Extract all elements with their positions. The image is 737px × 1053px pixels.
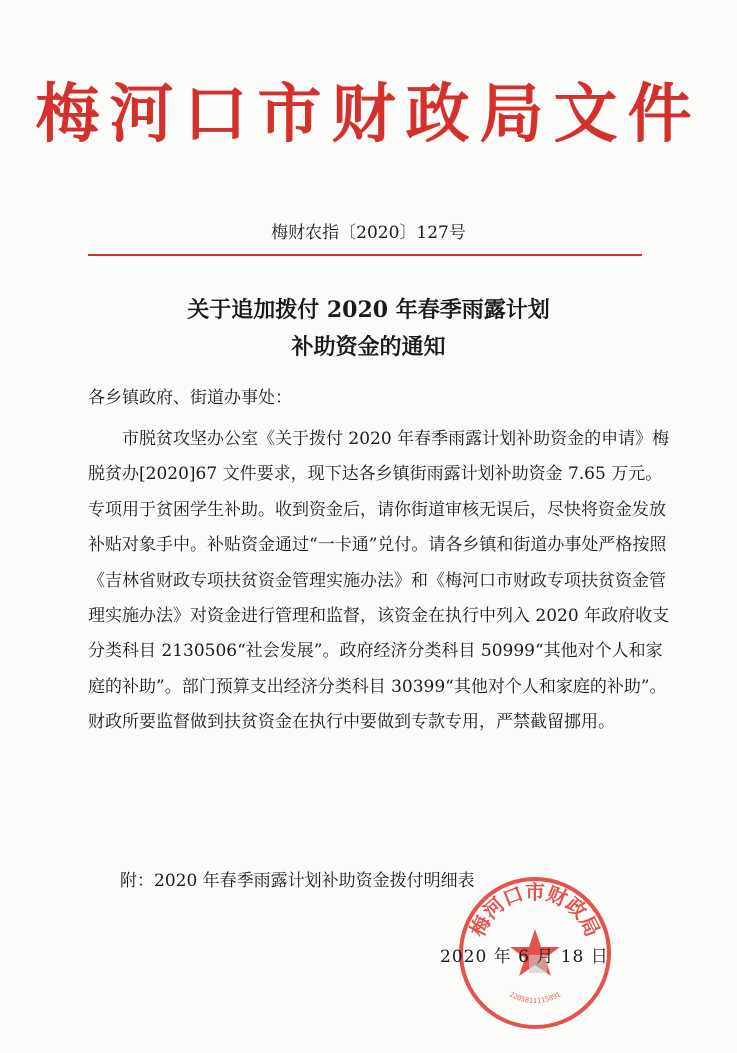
subject-line-1: 关于追加拨付 2020 年春季雨露计划 — [187, 297, 550, 323]
seal-serial: 2205811115891 — [507, 990, 563, 1005]
subject-line-2: 补助资金的通知 — [291, 334, 446, 360]
header-divider — [88, 254, 642, 256]
document-header-title: 梅河口市财政局文件 — [35, 77, 702, 152]
body-paragraph-container — [88, 422, 678, 741]
seal-text: 梅河口市财政局 — [465, 880, 605, 941]
document-subject — [0, 292, 737, 366]
document-date: 2020 年 6 月 18 日 — [440, 947, 609, 967]
document-number: 梅财农指〔2020〕127号 — [271, 223, 466, 243]
body-paragraph: 市脱贫攻坚办公室《关于拨付 2020 年春季雨露计划补助资金的申请》梅脱贫办[2020]67 文件要求，现下达各乡镇街雨露计划补助资金 7.65 万元。专项用于贫困学生补助。收到资金后，请你街道审核无误后，尽快将资金发放补贴对象手中。补贴资金通过“一卡通”兑付。请各乡镇和街道办事处严格按照《吉林省财政专项扶贫资金管理实施办法》和《梅河口市财政专项扶贫资金管理实施办法》对资金进行管理和监督，该资金在执行中列入 2020 年政府收支分类科目 2130506“社会发展”。政府经济分类科目 50999“其他对个人和家庭的补助”。部门预算支出经济分类科目 30399“其他对个人和家庭的补助”。财政所要监督做到扶贫资金在执行中要做到专款专用，严禁截留挪用。 — [88, 429, 670, 733]
svg-text:2205811115891 — [508, 990, 562, 1005]
attachment-note: 附：2020 年春季雨露计划补助资金拨付明细表 — [120, 871, 475, 891]
salutation: 各乡镇政府、街道办事处： — [88, 388, 292, 408]
